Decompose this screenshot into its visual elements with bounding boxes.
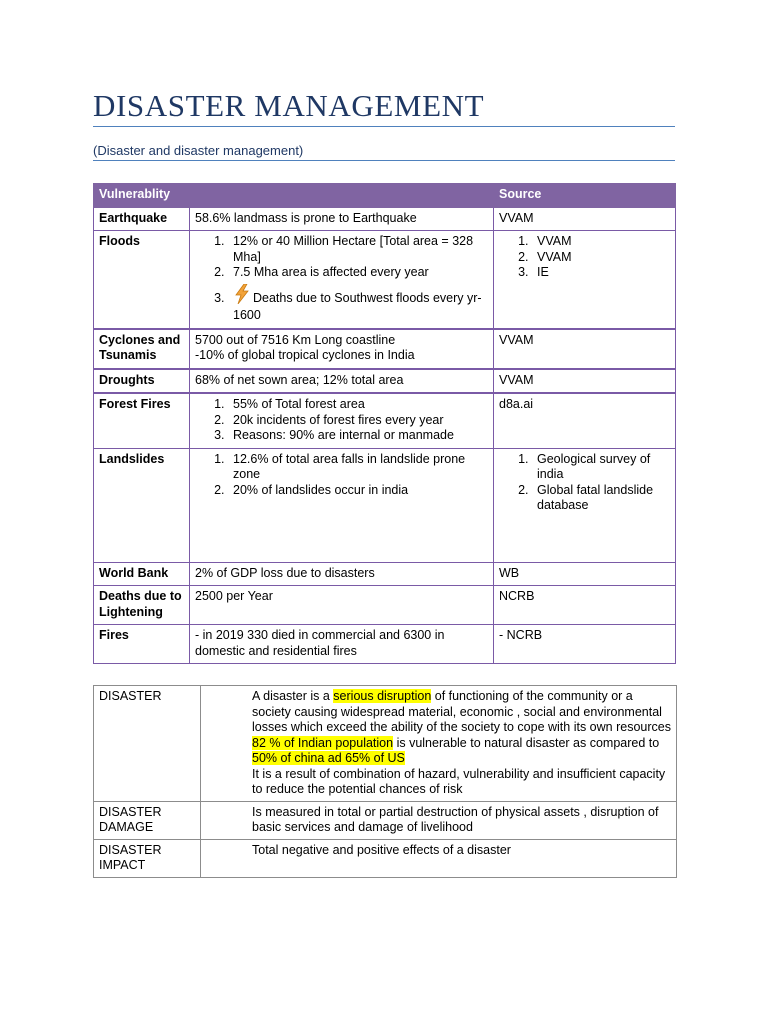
row-source-fires: - NCRB — [494, 625, 676, 664]
list-item — [228, 284, 488, 324]
table-row — [94, 586, 676, 625]
list-item: 1. VVAM — [532, 234, 670, 250]
list-item: 1. 12% or 40 Million Hectare [Total area = 328 Mha] — [228, 234, 488, 265]
row-source-floods — [494, 231, 676, 329]
row-label-fires: Fires — [94, 625, 190, 664]
list-item: 1. Geological survey of india — [532, 452, 670, 483]
row-detail-forest-fires — [190, 393, 494, 448]
def-label-damage: DISASTER DAMAGE — [94, 801, 201, 839]
def-label-disaster: DISASTER — [94, 686, 201, 802]
table-row — [94, 393, 676, 448]
def-text-disaster — [201, 686, 677, 802]
table-row — [94, 686, 677, 802]
row-detail-earthquake: 58.6% landmass is prone to Earthquake — [190, 207, 494, 231]
def-label-impact: DISASTER IMPACT — [94, 839, 201, 877]
row-source-earthquake: VVAM — [494, 207, 676, 231]
text-span: of functioning of the community or a society causing widespread material, economic , social and environmental losses which exceed the ability of the society to cope with its own resources — [252, 689, 671, 734]
vulnerability-table — [93, 183, 676, 664]
row-detail-world-bank: 2% of GDP loss due to disasters — [190, 562, 494, 586]
row-label-floods: Floods — [94, 231, 190, 329]
row-label-forest-fires: Forest Fires — [94, 393, 190, 448]
cyclones-line: 5700 out of 7516 Km Long coastline — [195, 332, 396, 347]
row-detail-droughts: 68% of net sown area; 12% total area — [190, 369, 494, 394]
list-item: 1. 12.6% of total area falls in landslide prone zone — [228, 452, 488, 483]
row-label-droughts: Droughts — [94, 369, 190, 394]
row-detail-fires: - in 2019 330 died in commercial and 6300 in domestic and residential fires — [190, 625, 494, 664]
row-source-world-bank: WB — [494, 562, 676, 586]
table-header-row — [94, 184, 676, 208]
highlight-serious-disruption: serious disruption — [333, 689, 432, 703]
row-source-forest-fires: d8a.ai — [494, 393, 676, 448]
list-item: 2. VVAM — [532, 250, 670, 266]
lightning-bolt-icon — [233, 284, 251, 309]
row-source-droughts: VVAM — [494, 369, 676, 394]
flood-deaths-text: Deaths due to Southwest floods every yr- 1600 — [233, 290, 482, 322]
row-detail-lightning: 2500 per Year — [190, 586, 494, 625]
page-subtitle: (Disaster and disaster management) — [93, 143, 304, 158]
list-item: 3. Reasons: 90% are internal or manmade — [228, 428, 488, 444]
text-span: is vulnerable to natural disaster as compared to — [393, 735, 660, 750]
text-span: A disaster is a — [252, 689, 334, 703]
table-row — [94, 562, 676, 586]
table-row — [94, 625, 676, 664]
row-label-lightning: Deaths due to Lightening — [94, 586, 190, 625]
row-detail-landslides — [190, 448, 494, 562]
row-detail-floods — [190, 231, 494, 329]
disaster-paragraph — [252, 736, 671, 767]
row-source-lightning: NCRB — [494, 586, 676, 625]
row-detail-cyclones — [190, 329, 494, 369]
list-item: 2. Global fatal landslide database — [532, 483, 670, 514]
row-label-earthquake: Earthquake — [94, 207, 190, 231]
title-rule — [93, 126, 675, 127]
highlight-china-us: 50% of china ad 65% of US — [252, 751, 405, 765]
list-item: 2. 7.5 Mha area is affected every year — [228, 265, 488, 281]
list-item: 1. 55% of Total forest area — [228, 397, 488, 413]
header-source: Source — [494, 184, 676, 208]
disaster-paragraph — [252, 689, 671, 736]
disaster-paragraph: It is a result of combination of hazard, vulnerability and insufficient capacity to reduce the potential chances of risk — [252, 766, 666, 796]
row-label-cyclones: Cyclones and Tsunamis — [94, 329, 190, 369]
page-title: DISASTER MANAGEMENT — [93, 88, 485, 123]
definitions-table — [93, 685, 677, 878]
row-label-world-bank: World Bank — [94, 562, 190, 586]
table-row — [94, 801, 677, 839]
subtitle-rule — [93, 160, 675, 161]
table-row — [94, 448, 676, 562]
list-item: 2. 20k incidents of forest fires every year — [228, 413, 488, 429]
header-vulnerability: Vulnerablity — [94, 184, 494, 208]
highlight-indian-population: 82 % of Indian population — [252, 735, 394, 750]
table-row — [94, 207, 676, 231]
table-row — [94, 369, 676, 394]
list-item: 3. IE — [532, 265, 670, 281]
row-label-landslides: Landslides — [94, 448, 190, 562]
def-text-damage: Is measured in total or partial destruction of physical assets , disruption of basic services and damage of livelihood — [201, 801, 677, 839]
table-row — [94, 839, 677, 877]
row-source-cyclones: VVAM — [494, 329, 676, 369]
table-row — [94, 231, 676, 329]
table-row — [94, 329, 676, 369]
list-item: 2. 20% of landslides occur in india — [228, 483, 488, 499]
def-text-impact: Total negative and positive effects of a disaster — [201, 839, 677, 877]
row-source-landslides — [494, 448, 676, 562]
cyclones-line: -10% of global tropical cyclones in India — [195, 348, 415, 362]
